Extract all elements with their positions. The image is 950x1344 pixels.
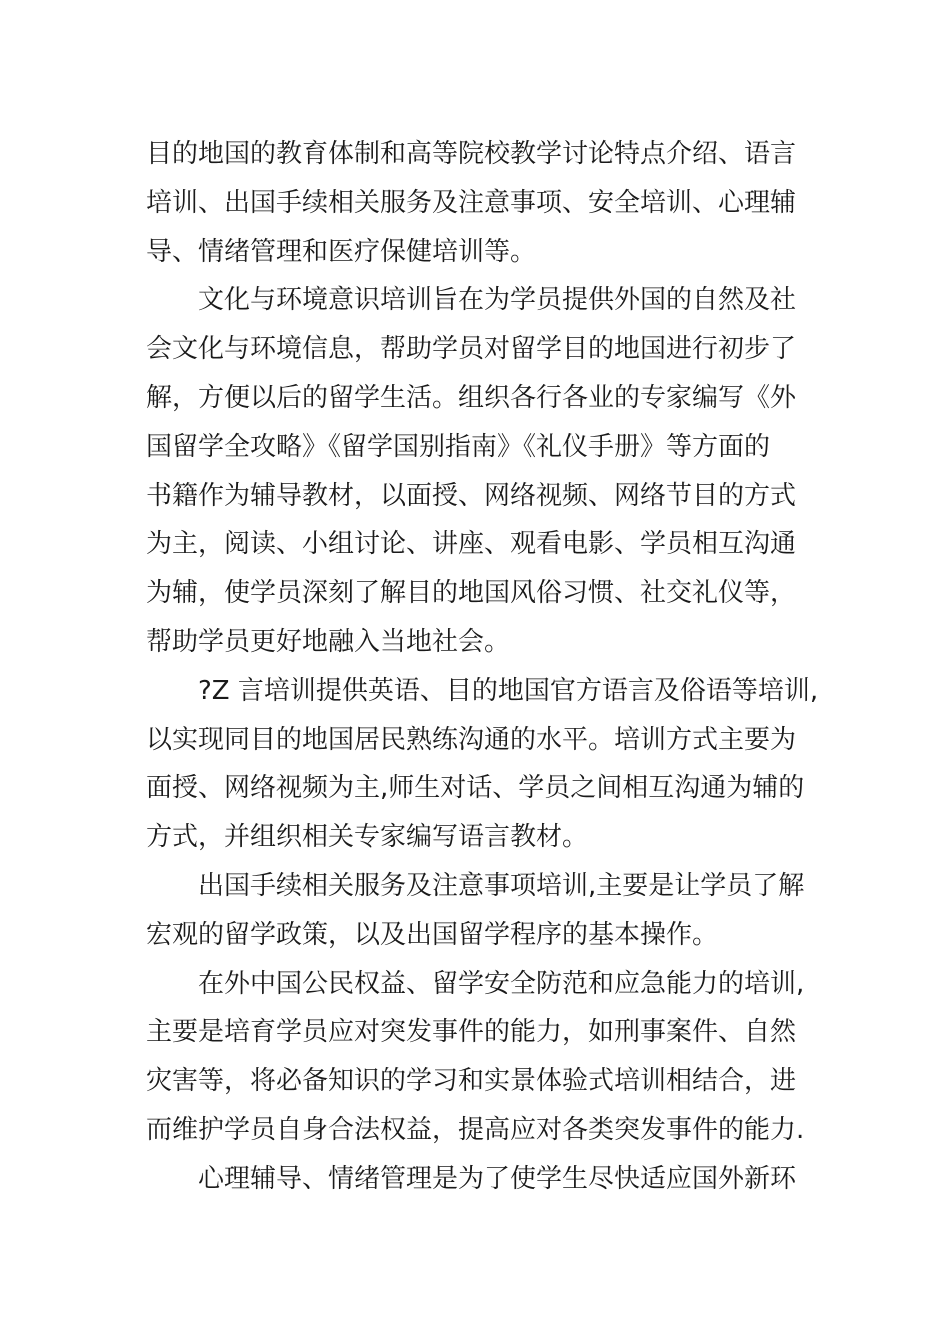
text-line: ?Z 言培训提供英语、目的地国官方语言及俗语等培训,	[198, 675, 819, 706]
text-line: 灾害等，将必备知识的学习和实景体验式培训相结合，进	[146, 1066, 797, 1097]
text-line: 会文化与环境信息，帮助学员对留学目的地国进行初步了	[146, 334, 797, 365]
text-line: 方式，并组织相关专家编写语言教材。	[146, 822, 589, 853]
document-body	[146, 130, 819, 1204]
paragraph-1	[146, 130, 798, 276]
paragraph-2	[146, 276, 798, 666]
text-line: 为主，阅读、小组讨论、讲座、观看电影、学员相互沟通	[146, 529, 797, 560]
text-line: 导、情绪管理和医疗保健培训等。	[146, 236, 537, 267]
text-line: 宏观的留学政策，以及出国留学程序的基本操作。	[146, 919, 719, 950]
text-line: 面授、网络视频为主,师生对话、学员之间相互沟通为辅的	[146, 773, 805, 804]
text-line: 出国手续相关服务及注意事项培训,主要是让学员了解	[198, 870, 805, 901]
paragraph-5	[146, 960, 805, 1155]
text-line: 国留学全攻略》《留学国别指南》《礼仪手册》等方面的	[146, 431, 771, 462]
text-line: 目的地国的教育体制和高等院校教学讨论特点介绍、语言	[146, 139, 797, 169]
text-line: 帮助学员更好地融入当地社会。	[146, 626, 511, 657]
paragraph-6	[146, 1155, 798, 1204]
text-line: 而维护学员自身合法权益，提高应对各类突发事件的能力.	[146, 1114, 805, 1145]
text-line: 以实现同目的地国居民熟练沟通的水平。培训方式主要为	[146, 724, 797, 755]
text-line: 心理辅导、情绪管理是为了使学生尽快适应国外新环	[198, 1163, 797, 1194]
text-line: 书籍作为辅导教材，以面授、网络视频、网络节目的方式	[146, 480, 797, 511]
paragraph-4	[146, 862, 805, 960]
text-line: 为辅，使学员深刻了解目的地国风俗习惯、社交礼仪等，	[146, 578, 797, 609]
text-line: 文化与环境意识培训旨在为学员提供外国的自然及社	[198, 285, 797, 316]
text-line: 主要是培育学员应对突发事件的能力，如刑事案件、自然	[146, 1017, 797, 1048]
text-line: 解，方便以后的留学生活。组织各行各业的专家编写《外	[146, 382, 797, 413]
text-line: 培训、出国手续相关服务及注意事项、安全培训、心理辅	[146, 187, 797, 218]
paragraph-3	[146, 667, 819, 862]
text-line: 在外中国公民权益、留学安全防范和应急能力的培训,	[198, 968, 805, 999]
